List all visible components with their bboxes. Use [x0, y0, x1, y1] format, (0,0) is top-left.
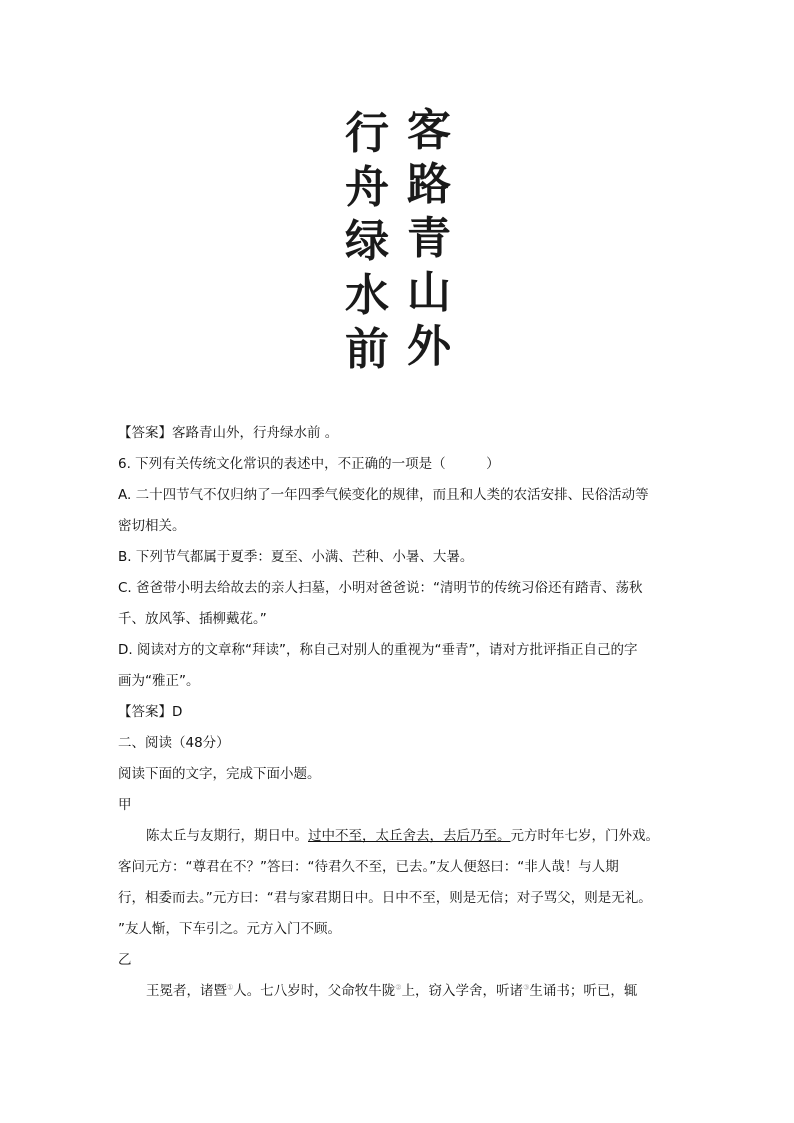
calligraphy-char: 绿 — [345, 216, 389, 267]
passage-jia-line: 行，相委而去。”元方曰：“君与家君期日中。日中不至，则是无信；对子骂父，则是无礼。 — [118, 890, 652, 906]
document-body — [118, 418, 698, 1007]
footnote-marker: ③ — [523, 983, 530, 992]
calligraphy-char: 客 — [407, 105, 451, 156]
passage-text: 元方时年七岁，门外戏。 — [510, 828, 659, 844]
passage-jia-line: 客问元方：“尊君在不？”答曰：“待君久不至，已去。”友人便怒曰：“非人哉！与人期 — [118, 859, 619, 875]
q6-option-a-cont: 密切相关。 — [118, 518, 186, 534]
passage-jia-label: 甲 — [118, 797, 132, 813]
q6-stem: 6. 下列有关传统文化常识的表述中，不正确的一项是（ ） — [118, 456, 500, 472]
calligraphy-right-column — [402, 104, 456, 374]
calligraphy-char: 青 — [407, 213, 451, 264]
passage-jia-line — [118, 821, 698, 852]
passage-yi-line — [118, 976, 698, 1007]
q6-option-b: B. 下列节气都属于夏季：夏至、小满、芒种、小暑、大暑。 — [118, 549, 474, 565]
calligraphy-char: 路 — [407, 159, 451, 210]
underlined-sentence: 过中不至，太丘舍去，去后乃至。 — [308, 828, 511, 844]
calligraphy-char: 水 — [345, 270, 389, 321]
calligraphy-char: 行 — [345, 108, 389, 159]
q6-option-c-cont: 千、放风筝、插柳戴花。” — [118, 611, 267, 627]
footnote-marker: ② — [395, 983, 402, 992]
passage-text: 陈太丘与友期行，期日中。 — [146, 828, 308, 844]
calligraphy-char: 外 — [407, 321, 451, 372]
q6-option-a: A. 二十四节气不仅归纳了一年四季气候变化的规律，而且和人类的农活安排、民俗活动等 — [118, 487, 649, 503]
passage-text: 人。七八岁时，父命牧牛陇 — [233, 983, 396, 999]
passage-yi-label: 乙 — [118, 952, 132, 968]
passage-text: 王冕者，诸暨 — [146, 983, 227, 999]
calligraphy-char: 前 — [345, 324, 389, 375]
q6-answer: 【答案】D — [118, 704, 183, 720]
calligraphy-char: 山 — [407, 267, 451, 318]
calligraphy-left-column — [340, 107, 394, 377]
calligraphy-char: 舟 — [345, 162, 389, 213]
q6-option-c: C. 爸爸带小明去给故去的亲人扫墓，小明对爸爸说：“清明节的传统习俗还有踏青、荡秋 — [118, 580, 643, 596]
q6-option-d: D. 阅读对方的文章称“拜读”，称自己对别人的重视为“垂青”，请对方批评指正自己的字 — [118, 642, 638, 658]
footnote-marker: ① — [227, 983, 234, 992]
calligraphy-artwork — [336, 104, 460, 374]
reading-intro: 阅读下面的文字，完成下面小题。 — [118, 766, 321, 782]
section-heading: 二、阅读（48分） — [118, 735, 230, 751]
q6-option-d-cont: 画为“雅正”。 — [118, 673, 200, 689]
passage-text: 上，窃入学舍，听诸 — [401, 983, 524, 999]
passage-jia-line: ”友人惭，下车引之。元方入门不顾。 — [118, 921, 341, 937]
passage-text: 生诵书；听已，辄 — [529, 983, 638, 999]
q5-answer: 【答案】客路青山外，行舟绿水前 。 — [118, 425, 339, 441]
